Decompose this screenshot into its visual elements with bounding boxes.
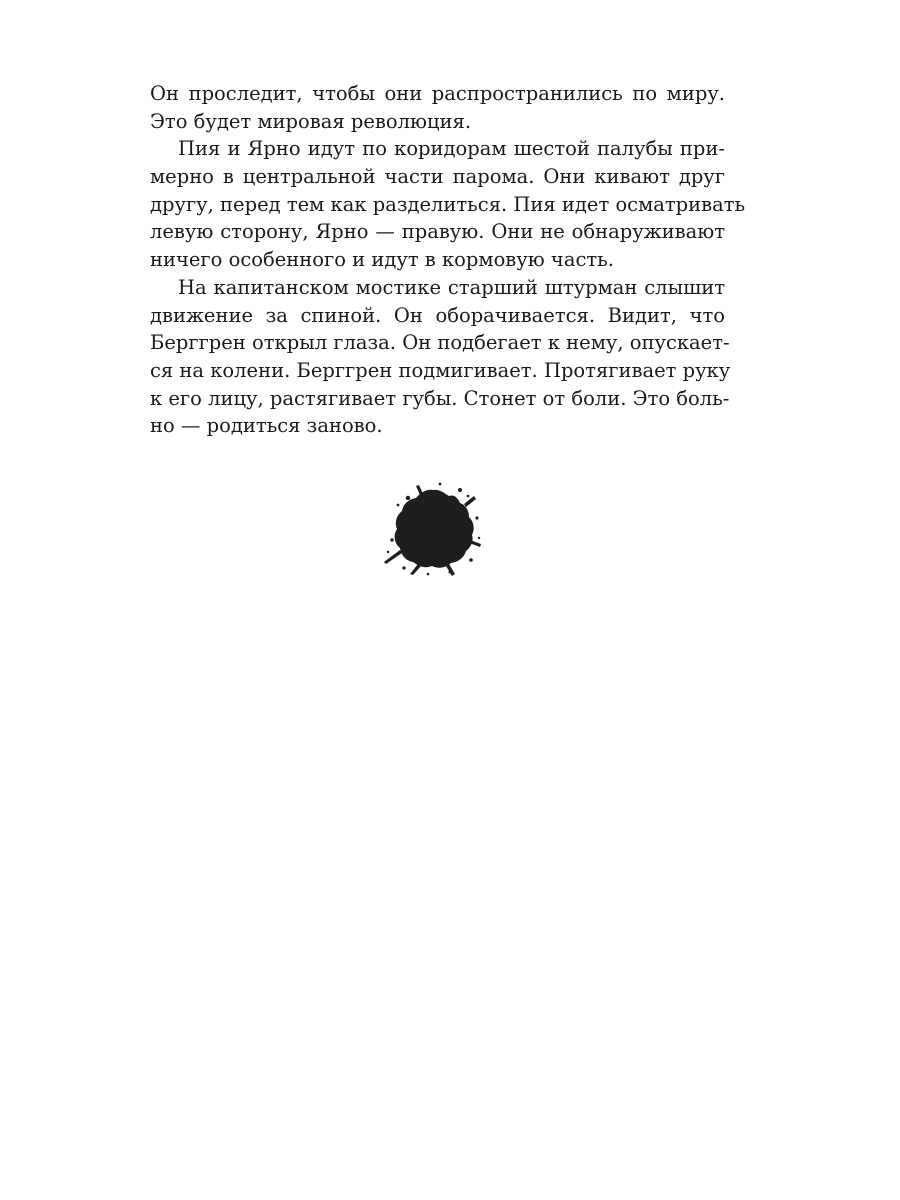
text-line: но — родиться заново. xyxy=(150,414,383,438)
text-line: Это будет мировая революция. xyxy=(150,109,472,133)
ink-blot-icon xyxy=(380,478,486,578)
text-line: движение за спиной. Он оборачивается. Видит, что xyxy=(150,303,725,327)
text-line: к его лицу, растягивает губы. Стонет от боли. Это боль- xyxy=(150,386,730,410)
text-line: ся на колени. Берггрен подмигивает. Протягивает руку xyxy=(150,358,731,382)
body-text xyxy=(150,80,746,440)
text-line: Берггрен открыл глаза. Он подбегает к нему, опускает- xyxy=(150,331,730,355)
text-line: Он проследит, чтобы они распространились по миру. xyxy=(150,82,725,105)
text-line: На капитанском мостике старший штурман слышит xyxy=(178,275,725,299)
text-line: левую сторону, Ярно — правую. Они не обнаруживают xyxy=(150,220,725,244)
text-line: Пия и Ярно идут по коридорам шестой палубы при- xyxy=(178,137,725,161)
text-line: мерно в центральной части парома. Они кивают друг xyxy=(150,165,725,189)
text-line: ничего особенного и идут в кормовую часть. xyxy=(150,248,614,272)
text-line: другу, перед тем как разделиться. Пия идет осматривать xyxy=(150,192,746,216)
